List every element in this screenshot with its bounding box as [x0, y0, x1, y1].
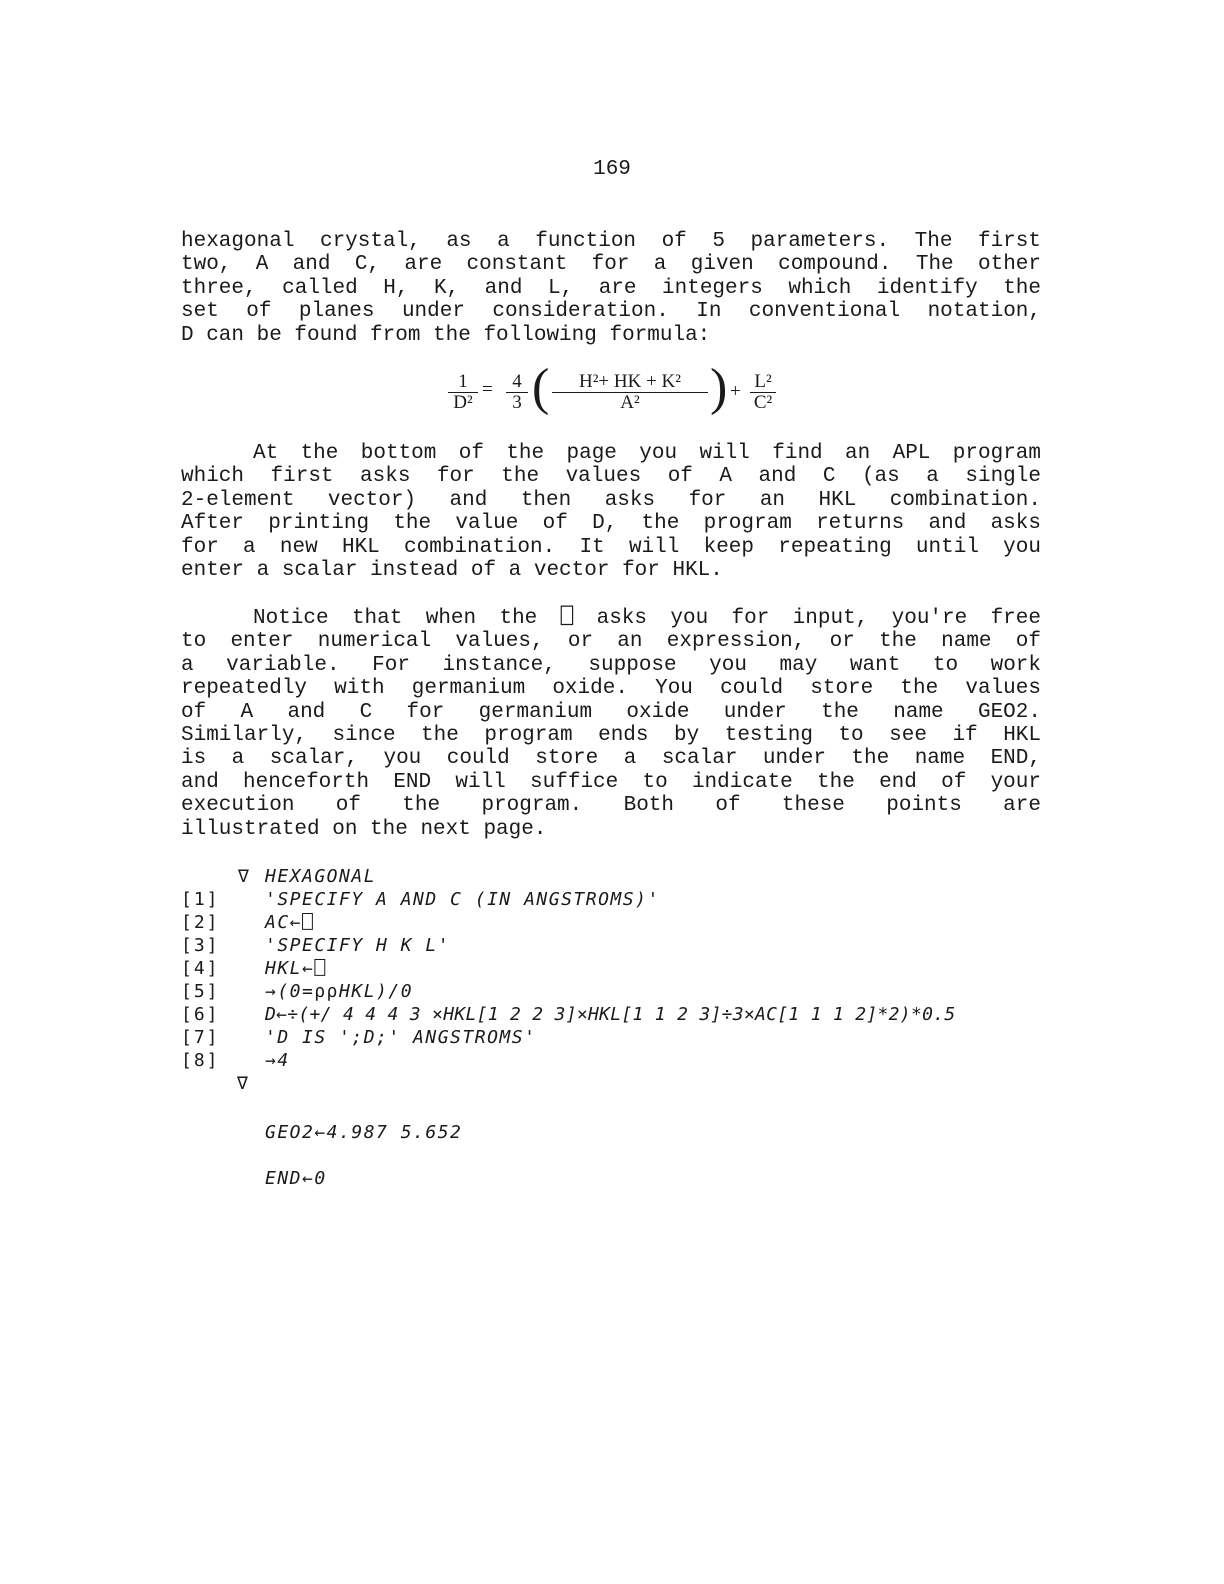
- text-line: 2-element vector) and then asks for an HKL combination.: [181, 488, 1041, 512]
- code-statement: 'D IS ';D;' ANGSTROMS': [265, 1027, 537, 1048]
- code-statement: HKL←⎕: [265, 958, 327, 979]
- lhs-denominator: D²: [453, 392, 473, 413]
- text-line: which first asks for the values of A and C (as a single: [181, 465, 1041, 489]
- page-number: 169: [593, 158, 631, 181]
- lhs-numerator: 1: [448, 372, 478, 393]
- paragraph-3: [181, 607, 1041, 841]
- coefficient-denominator: 3: [512, 392, 522, 413]
- coefficient-fraction: [506, 372, 528, 413]
- code-statement: D←÷(+/ 4 4 4 3 ×HKL[1 2 2 3]×HKL[1 1 2 3]÷3×AC[1 1 1 2]*2)*0.5: [265, 1004, 956, 1025]
- line-number: [6]: [181, 1004, 220, 1025]
- plus-sign: +: [730, 381, 741, 402]
- del-symbol: ∇: [238, 866, 249, 887]
- line-number: [3]: [181, 935, 220, 956]
- line-number: [4]: [181, 958, 220, 979]
- text-line: set of planes under consideration. In conventional notation,: [181, 300, 1041, 324]
- line-number: [2]: [181, 912, 220, 933]
- program-name: HEXAGONAL: [265, 866, 377, 887]
- right-paren: ): [710, 359, 728, 416]
- text-line: illustrated on the next page.: [181, 817, 547, 841]
- code-statement: AC←⎕: [265, 912, 315, 933]
- text-line: execution of the program. Both of these points are: [181, 794, 1041, 818]
- inner-numerator: H²+ HK + K²: [552, 372, 708, 393]
- code-statement: →(0=⍴⍴HKL)/0: [265, 981, 414, 1002]
- text-line: of A and C for germanium oxide under the name GEO2.: [181, 700, 1041, 724]
- geo2-assignment: GEO2←4.987 5.652: [265, 1122, 463, 1143]
- code-statement: →4: [265, 1050, 290, 1071]
- text-line: three, called H, K, and L, are integers which identify the: [181, 276, 1041, 300]
- rhs-denominator: C²: [753, 392, 773, 413]
- left-paren: (: [532, 359, 550, 416]
- text-line: is a scalar, you could store a scalar under the name END,: [181, 747, 1041, 771]
- code-statement: 'SPECIFY H K L': [265, 935, 451, 956]
- lhs-fraction: [448, 372, 478, 413]
- line-number: [5]: [181, 981, 220, 1002]
- del-symbol: ∇: [237, 1073, 248, 1094]
- coefficient-numerator: 4: [506, 372, 528, 393]
- text-line: Notice that when the ⎕ asks you for input, you're free: [253, 607, 1041, 630]
- inner-denominator: A²: [620, 392, 640, 413]
- paragraph-1: [181, 230, 1041, 347]
- line-number: [1]: [181, 889, 220, 910]
- line-number: [8]: [181, 1050, 220, 1071]
- text-line: After printing the value of D, the program returns and asks: [181, 512, 1041, 536]
- text-line: to enter numerical values, or an expression, or the name of: [181, 630, 1041, 654]
- text-line: D can be found from the following formula:: [181, 323, 711, 347]
- inner-fraction: [552, 372, 708, 413]
- code-statement: 'SPECIFY A AND C (IN ANGSTROMS)': [265, 889, 660, 910]
- text-line: for a new HKL combination. It will keep repeating until you: [181, 535, 1041, 559]
- text-line: enter a scalar instead of a vector for HKL.: [181, 559, 723, 583]
- text-line: two, A and C, are constant for a given compound. The other: [181, 253, 1041, 277]
- rhs-fraction: [750, 372, 776, 413]
- end-assignment: END←0: [265, 1168, 327, 1189]
- text-line: At the bottom of the page you will find an APL program: [253, 442, 1041, 465]
- equals-sign: =: [482, 379, 493, 400]
- text-line: a variable. For instance, suppose you may want to work: [181, 653, 1041, 677]
- text-line: repeatedly with germanium oxide. You could store the values: [181, 677, 1041, 701]
- rhs-numerator: L²: [750, 372, 776, 393]
- text-line: Similarly, since the program ends by testing to see if HKL: [181, 724, 1041, 748]
- text-line: and henceforth END will suffice to indicate the end of your: [181, 770, 1041, 794]
- line-number: [7]: [181, 1027, 220, 1048]
- paragraph-2: [181, 442, 1041, 582]
- text-line: hexagonal crystal, as a function of 5 parameters. The first: [181, 230, 1041, 253]
